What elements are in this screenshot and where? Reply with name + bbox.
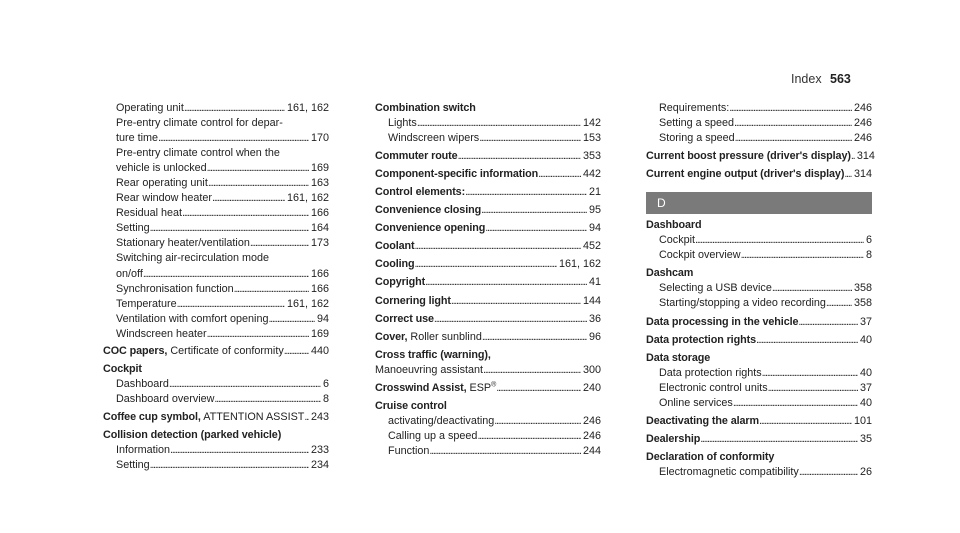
subentry-text: Data protection rights xyxy=(659,366,762,379)
entry-deactivating-alarm xyxy=(646,414,872,429)
leader-dots xyxy=(485,221,587,236)
page-ref[interactable]: 161, 162 xyxy=(286,102,329,114)
entry-heading: Dashcam xyxy=(646,267,694,280)
subentry-list xyxy=(646,233,872,263)
page-ref[interactable]: 314 xyxy=(856,150,875,163)
page-ref[interactable]: 442 xyxy=(582,168,601,181)
leader-dots xyxy=(700,432,858,447)
leader-dots xyxy=(207,161,309,176)
entry-convenience-closing xyxy=(375,203,601,218)
entry-heading: Current boost pressure (driver's display) xyxy=(646,150,851,163)
page-ref[interactable]: 246 xyxy=(853,117,872,130)
entry-dashcam xyxy=(646,266,872,311)
entry-combination-switch xyxy=(375,101,601,146)
subentry-list xyxy=(646,281,872,311)
subentry-text: Synchronisation function xyxy=(116,282,234,295)
entry-heading: Data protection rights xyxy=(646,333,756,346)
entry-convenience-opening xyxy=(375,221,601,236)
leader-dots xyxy=(150,221,309,236)
page-ref[interactable]: 452 xyxy=(582,240,601,253)
leader-dots xyxy=(212,191,285,206)
subentry-row xyxy=(116,458,329,473)
subentry-text: Function xyxy=(388,444,430,457)
entry-heading: COC papers, xyxy=(103,344,168,357)
entry-subject: Manoeuvring assistant xyxy=(375,363,484,376)
subentry-row xyxy=(659,248,872,263)
leader-dots xyxy=(143,267,309,282)
subentry-row xyxy=(116,176,329,191)
entry-heading: Cruise control xyxy=(375,399,447,412)
leader-dots xyxy=(458,149,581,164)
leader-dots xyxy=(414,239,581,254)
page-ref[interactable]: 169 xyxy=(310,327,329,340)
entry-declaration-of-conformity xyxy=(646,450,872,480)
subentry-text: Ventilation with comfort opening xyxy=(116,312,269,325)
page-ref[interactable]: 153 xyxy=(582,132,601,145)
page-number: 563 xyxy=(830,72,851,86)
subentry-text: Stationary heater/ventilation xyxy=(116,237,250,250)
page-ref[interactable]: 440 xyxy=(310,344,329,357)
leader-dots xyxy=(477,429,581,444)
entry-heading: Cover, xyxy=(375,330,408,343)
leader-dots xyxy=(465,185,587,200)
subentry-text: Windscreen wipers xyxy=(388,132,480,145)
subentry-text: Dashboard overview xyxy=(116,392,215,405)
page-ref[interactable]: 169 xyxy=(310,162,329,175)
page-ref[interactable]: 164 xyxy=(310,222,329,235)
entry-heading: Convenience opening xyxy=(375,222,486,235)
leader-dots xyxy=(417,116,581,131)
leader-dots xyxy=(772,281,852,296)
entry-heading: Cross traffic (warning), xyxy=(375,348,491,361)
entry-current-boost-pressure xyxy=(646,149,875,164)
entry-heading: Dealership xyxy=(646,432,701,445)
leader-dots xyxy=(169,377,321,392)
entry-row xyxy=(375,294,601,309)
page-ref[interactable]: 144 xyxy=(582,294,601,307)
subentry-text: Cockpit xyxy=(659,234,696,247)
subentry-row xyxy=(659,396,872,411)
page-ref[interactable]: 173 xyxy=(310,237,329,250)
entry-heading: Coolant xyxy=(375,240,415,253)
subentry-row xyxy=(659,465,872,480)
entry-cover xyxy=(375,330,601,345)
index-column-1 xyxy=(103,101,329,473)
leader-dots xyxy=(483,363,581,378)
entry-coc-papers xyxy=(103,344,329,359)
page-ref[interactable]: 95 xyxy=(588,204,601,217)
subentry-row xyxy=(659,296,872,311)
leader-dots xyxy=(768,381,858,396)
leader-dots xyxy=(268,312,315,327)
subentry-text: Setting a speed xyxy=(659,117,735,130)
subentry-text: Calling up a speed xyxy=(388,429,478,442)
entry-heading: Data storage xyxy=(646,351,711,364)
leader-dots xyxy=(451,294,581,309)
subentry-row xyxy=(116,312,329,327)
index-column-3 xyxy=(646,101,875,480)
page-ref[interactable]: 161, 162 xyxy=(286,192,329,205)
entry-row xyxy=(375,257,601,272)
index-label: Index xyxy=(791,72,822,86)
subentry-text: Electronic control units xyxy=(659,381,768,394)
subentry-text: Pre-entry climate control for depar- xyxy=(116,117,283,130)
entry-heading: Cornering light xyxy=(375,294,451,307)
page-ref[interactable]: 94 xyxy=(316,312,329,325)
subentry-text: Switching air-recirculation mode xyxy=(116,252,270,265)
page-ref[interactable]: 37 xyxy=(859,315,872,328)
entry-row xyxy=(646,432,872,447)
page-ref[interactable]: 300 xyxy=(582,363,601,376)
subentry-text: Setting xyxy=(116,459,150,472)
subentry-text: Operating unit xyxy=(116,102,184,114)
subentry-text: Selecting a USB device xyxy=(659,282,772,295)
subentry-row xyxy=(116,267,329,282)
subentry-text: Starting/stopping a video recording xyxy=(659,297,826,310)
page-ref[interactable]: 6 xyxy=(865,234,872,247)
page-ref[interactable]: 246 xyxy=(582,414,601,427)
entry-subject: Certificate of conformity xyxy=(170,344,284,357)
subentry-row xyxy=(659,116,872,131)
page-ref[interactable]: 8 xyxy=(865,249,872,262)
entry-current-engine-output xyxy=(646,167,872,182)
entry-subject: Roller sunblind xyxy=(410,330,482,343)
entry-data-processing xyxy=(646,315,872,330)
page-ref[interactable]: 246 xyxy=(853,132,872,145)
leader-dots xyxy=(434,312,587,327)
entry-heading: Declaration of conformity xyxy=(646,450,775,463)
page-ref[interactable]: 37 xyxy=(859,381,872,394)
subentry-row xyxy=(116,221,329,236)
leader-dots xyxy=(844,167,852,182)
leader-dots xyxy=(284,344,309,359)
subentry-list xyxy=(646,101,872,146)
page-ref[interactable]: 6 xyxy=(322,377,329,390)
leader-dots xyxy=(826,296,852,311)
entry-cooling xyxy=(375,257,601,272)
leader-dots xyxy=(759,414,852,429)
page-ref[interactable]: 353 xyxy=(582,150,601,163)
page-ref[interactable]: 234 xyxy=(310,459,329,472)
page-ref[interactable]: 8 xyxy=(322,392,329,405)
leader-dots xyxy=(481,203,587,218)
page-ref[interactable]: 96 xyxy=(588,330,601,343)
leader-dots xyxy=(208,176,309,191)
subentry-row xyxy=(116,282,329,297)
subentry-list xyxy=(375,414,601,459)
subentry-text: vehicle is unlocked xyxy=(116,162,207,175)
leader-dots xyxy=(538,167,581,182)
leader-dots xyxy=(734,116,852,131)
entry-control-elements xyxy=(375,185,601,200)
subentry-text: Requirements: xyxy=(659,102,730,114)
entry-crosswind-assist xyxy=(375,381,601,396)
entry-row xyxy=(375,275,601,290)
subentry-row xyxy=(116,297,329,312)
subentry-text: Dashboard xyxy=(116,377,169,390)
page-ref[interactable]: 170 xyxy=(310,132,329,145)
entry-heading: Current engine output (driver's display) xyxy=(646,168,845,181)
subentry-list xyxy=(646,465,872,480)
entry-cross-traffic xyxy=(375,348,601,378)
subentry-row xyxy=(116,327,329,342)
leader-dots xyxy=(170,443,309,458)
entry-coffee-cup xyxy=(103,410,329,425)
page-ref[interactable]: 244 xyxy=(582,444,601,457)
subentry-row xyxy=(659,381,872,396)
entry-cockpit xyxy=(103,362,329,407)
entry-subject: ESP xyxy=(469,381,492,394)
leader-dots xyxy=(429,444,581,459)
subentry-row xyxy=(659,233,872,248)
entry-heading: Data processing in the vehicle xyxy=(646,315,799,328)
entry-row xyxy=(646,315,872,330)
subentry-text: Rear operating unit xyxy=(116,177,208,190)
page-ref[interactable]: 40 xyxy=(859,366,872,379)
subentry-text: Pre-entry climate control when the xyxy=(116,147,280,160)
leader-dots xyxy=(482,330,587,345)
leader-dots xyxy=(207,327,309,342)
entry-row xyxy=(375,203,601,218)
entry-row xyxy=(375,185,601,200)
page-ref[interactable]: 26 xyxy=(859,465,872,478)
subentry-text: on/off xyxy=(116,267,143,280)
entry-row xyxy=(375,149,601,164)
leader-dots xyxy=(182,206,309,221)
subentry-text: Online services xyxy=(659,396,733,409)
entry-data-protection-rights xyxy=(646,333,872,348)
entry-heading: Deactivating the alarm xyxy=(646,414,760,427)
entry-heading: Cockpit xyxy=(103,362,142,375)
entry-heading: Cooling xyxy=(375,258,415,271)
entry-coolant xyxy=(375,239,601,254)
leader-dots xyxy=(425,275,587,290)
subentry-row xyxy=(116,443,329,458)
section-letter-header: D xyxy=(646,192,872,214)
entry-heading: Copyright xyxy=(375,276,426,289)
subentry-text: Storing a speed xyxy=(659,132,735,145)
subentry-row xyxy=(388,429,601,444)
entry-row xyxy=(646,149,875,164)
page-ref[interactable]: 246 xyxy=(853,102,872,114)
subentry-text: Cockpit overview xyxy=(659,249,741,262)
leader-dots xyxy=(735,131,852,146)
subentry-text: Setting xyxy=(116,222,150,235)
leader-dots xyxy=(479,131,581,146)
entry-cornering-light xyxy=(375,294,601,309)
entry-data-storage xyxy=(646,351,872,411)
entry-component-specific xyxy=(375,167,601,182)
page-ref[interactable]: 166 xyxy=(310,267,329,280)
entry-heading: Component-specific information xyxy=(375,168,539,181)
entry-subject: ATTENTION ASSIST xyxy=(203,410,305,423)
registered-mark: ® xyxy=(491,381,497,389)
subentry-row xyxy=(388,116,601,131)
leader-dots xyxy=(799,465,858,480)
subentry-row xyxy=(116,236,329,251)
page-ref[interactable]: 40 xyxy=(859,396,872,409)
page-ref[interactable]: 41 xyxy=(588,276,601,289)
entry-heading: Control elements: xyxy=(375,186,466,199)
subentry-row xyxy=(659,281,872,296)
leader-dots xyxy=(729,101,852,116)
subentry-row xyxy=(116,101,329,116)
page-ref[interactable]: 94 xyxy=(588,222,601,235)
page-ref[interactable]: 21 xyxy=(588,186,601,199)
leader-dots xyxy=(250,236,309,251)
page-ref[interactable]: 35 xyxy=(859,432,872,445)
page-ref[interactable]: 166 xyxy=(310,282,329,295)
subentry-text: Rear window heater xyxy=(116,192,213,205)
entry-heading: Dashboard xyxy=(646,219,702,232)
page-ref[interactable]: 314 xyxy=(853,168,872,181)
subentry-row xyxy=(116,161,329,176)
index-column-2 xyxy=(375,101,601,459)
leader-dots xyxy=(695,233,864,248)
page-ref[interactable]: 36 xyxy=(588,312,601,325)
leader-dots xyxy=(214,392,321,407)
entry-heading: Combination switch xyxy=(375,102,476,114)
entry-cruise-control xyxy=(375,399,601,459)
subentry-row xyxy=(116,377,329,392)
subentry-text: Residual heat xyxy=(116,207,183,220)
subentry-row xyxy=(388,414,601,429)
entry-row xyxy=(375,167,601,182)
entry-row xyxy=(375,239,601,254)
leader-dots xyxy=(158,131,309,146)
entry-copyright xyxy=(375,275,601,290)
page-ref[interactable]: 358 xyxy=(853,297,872,310)
subentry-text: Information xyxy=(116,444,171,457)
subentry-row xyxy=(116,206,329,221)
entry-row xyxy=(646,167,872,182)
leader-dots xyxy=(741,248,864,263)
entry-heading: Convenience closing xyxy=(375,204,482,217)
page-ref[interactable]: 233 xyxy=(310,444,329,457)
climate-subentries xyxy=(103,101,329,342)
page-ref[interactable]: 163 xyxy=(310,177,329,190)
leader-dots xyxy=(762,366,858,381)
subentry-list xyxy=(646,366,872,411)
entry-row xyxy=(375,221,601,236)
subentry-list xyxy=(103,377,329,407)
entry-heading: Commuter route xyxy=(375,150,458,163)
leader-dots xyxy=(494,414,581,429)
page-ref[interactable]: 246 xyxy=(582,429,601,442)
subentry-text: Electromagnetic compatibility xyxy=(659,465,799,478)
subentry-row xyxy=(659,101,872,116)
page-ref[interactable]: 101 xyxy=(853,414,872,427)
page-ref[interactable]: 161, 162 xyxy=(558,258,601,271)
subentry-text: activating/deactivating xyxy=(388,414,495,427)
leader-dots xyxy=(733,396,858,411)
entry-dealership xyxy=(646,432,872,447)
subentry-row xyxy=(659,366,872,381)
entry-row xyxy=(375,312,601,327)
subentry-row xyxy=(116,392,329,407)
leader-dots xyxy=(150,458,309,473)
page-ref[interactable]: 161, 162 xyxy=(286,297,329,310)
entry-collision-detection xyxy=(103,428,329,473)
page-ref[interactable]: 358 xyxy=(853,282,872,295)
subentry-row xyxy=(659,131,872,146)
leader-dots xyxy=(414,257,556,272)
subentry-list xyxy=(103,443,329,473)
subentry-text: ture time xyxy=(116,132,159,145)
subentry-row xyxy=(388,444,601,459)
subentry-row xyxy=(116,191,329,206)
page-ref[interactable]: 166 xyxy=(310,207,329,220)
leader-dots xyxy=(496,381,581,396)
entry-dashboard xyxy=(646,218,872,263)
page-ref[interactable]: 240 xyxy=(582,381,601,394)
entry-heading: Coffee cup symbol, xyxy=(103,410,201,423)
entry-heading: Crosswind Assist, xyxy=(375,381,467,394)
page-ref[interactable]: 243 xyxy=(310,410,329,423)
subentry-row xyxy=(388,131,601,146)
entry-row xyxy=(646,414,872,429)
subentry-text: Temperature xyxy=(116,297,177,310)
subentry-text: Windscreen heater xyxy=(116,327,207,340)
leader-dots xyxy=(234,282,309,297)
subentry-text: Lights xyxy=(388,117,417,130)
leader-dots xyxy=(184,101,285,116)
leader-dots xyxy=(756,333,858,348)
page-ref[interactable]: 40 xyxy=(859,333,872,346)
entry-row xyxy=(646,333,872,348)
subentry-list xyxy=(375,116,601,146)
entry-commuter-route xyxy=(375,149,601,164)
leader-dots xyxy=(798,315,858,330)
entry-correct-use xyxy=(375,312,601,327)
entry-heading: Correct use xyxy=(375,312,434,325)
entry-heading: Collision detection (parked vehicle) xyxy=(103,428,282,441)
subentry-row xyxy=(116,131,329,146)
page-ref[interactable]: 142 xyxy=(582,117,601,130)
leader-dots xyxy=(177,297,285,312)
